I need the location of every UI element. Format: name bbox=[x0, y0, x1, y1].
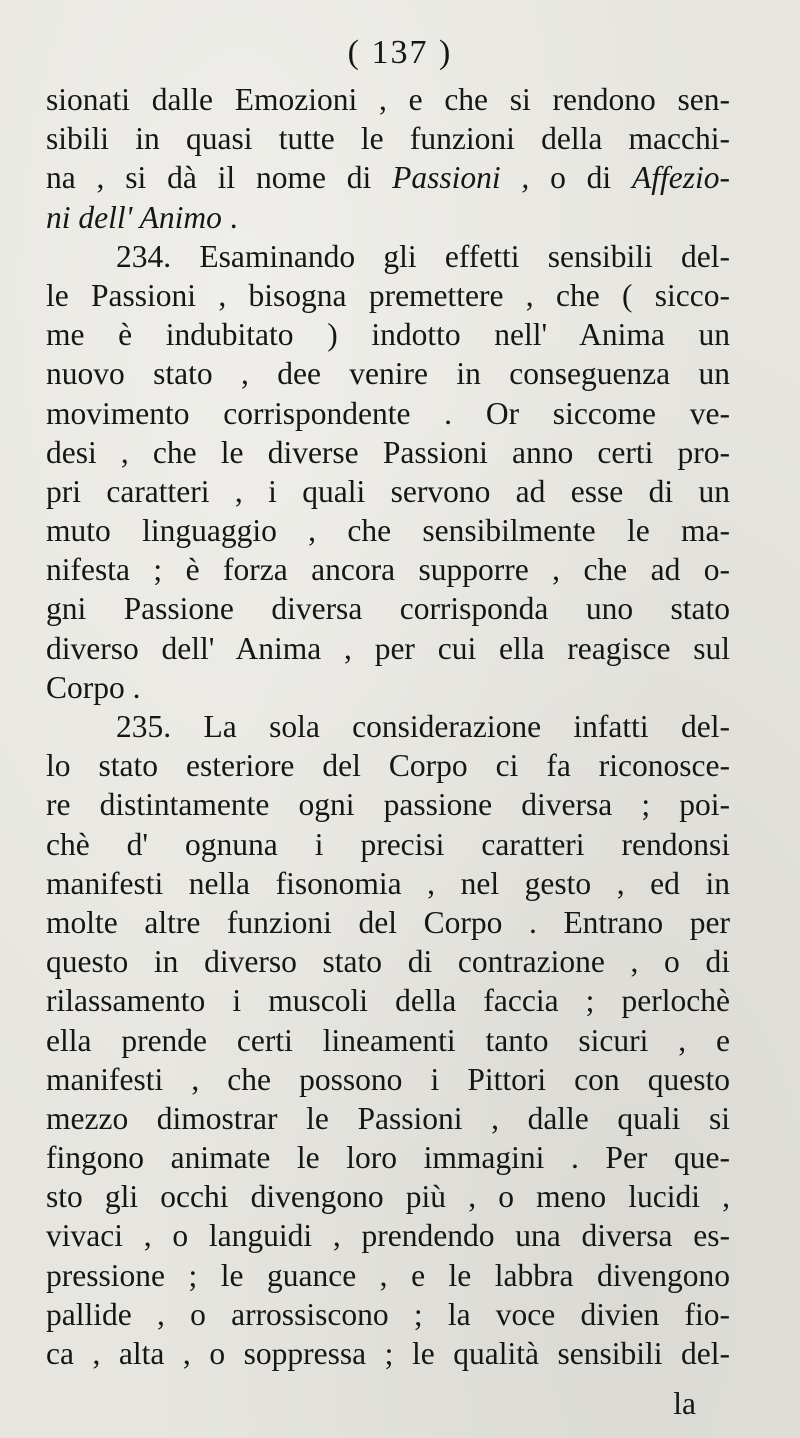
text-line: ca , alta , o soppressa ; le qualità sensibili del- bbox=[46, 1336, 730, 1371]
text-line: movimento corrispondente . Or siccome ve- bbox=[46, 395, 730, 431]
text-line: nifesta ; è forza ancora supporre , che ad o- bbox=[46, 552, 730, 588]
text-line: nuovo stato , dee venire in conseguenza un bbox=[46, 356, 730, 392]
text-line: sionati dalle Emozioni , e che si rendono sen- bbox=[46, 82, 730, 117]
text-line: muto linguaggio , che sensibilmente le ma- bbox=[46, 513, 730, 549]
italic-term: ni dell' Animo bbox=[46, 199, 222, 235]
paragraph-234-start: 234. Esaminando gli effetti sensibili del- bbox=[116, 238, 730, 274]
text-line: fingono animate le loro immagini . Per que- bbox=[46, 1140, 730, 1176]
text-line: Corpo . bbox=[46, 669, 141, 705]
text-line: le Passioni , bisogna premettere , che ( sicco- bbox=[46, 277, 730, 313]
text-line: pressione ; le guance , e le labbra divengono bbox=[46, 1257, 730, 1293]
text-line: sibili in quasi tutte le funzioni della macchi- bbox=[46, 121, 730, 157]
paragraph-235-start: 235. La sola considerazione infatti del- bbox=[116, 709, 730, 744]
text-line: diverso dell' Anima , per cui ella reagisce sul bbox=[46, 630, 730, 666]
page-number: ( 137 ) bbox=[347, 34, 453, 71]
text-line: vivaci , o languidi , prendendo una diversa es- bbox=[46, 1218, 730, 1254]
text-line: rilassamento i muscoli della faccia ; perlochè bbox=[46, 983, 730, 1019]
text-line: chè d' ognuna i precisi caratteri rendonsi bbox=[46, 826, 730, 862]
text-line: ella prende certi lineamenti tanto sicuri , e bbox=[46, 1022, 730, 1058]
text-line: manifesti , che possono i Pittori con questo bbox=[46, 1061, 730, 1097]
text-line: ni dell' Animo . bbox=[46, 199, 238, 235]
italic-term: Affezio- bbox=[632, 160, 730, 196]
text-line: lo stato esteriore del Corpo ci fa riconosce- bbox=[46, 748, 730, 784]
text-line: manifesti nella fisonomia , nel gesto , ed in bbox=[46, 865, 730, 901]
italic-term: Passioni , bbox=[392, 160, 530, 196]
text-line: questo in diverso stato di contrazione , o di bbox=[46, 944, 730, 980]
catchword: la bbox=[673, 1386, 696, 1421]
body-text bbox=[46, 80, 730, 1373]
text-line: me è indubitato ) indotto nell' Anima un bbox=[46, 317, 730, 353]
text-line: pri caratteri , i quali servono ad esse di un bbox=[46, 473, 730, 509]
text-line: re distintamente ogni passione diversa ; poi- bbox=[46, 787, 730, 823]
text-line: na , si dà il nome di Passioni , o di Affezio- bbox=[46, 160, 730, 196]
text-line: pallide , o arrossiscono ; la voce divien fio- bbox=[46, 1296, 730, 1332]
text-line: sto gli occhi divengono più , o meno lucidi , bbox=[46, 1179, 730, 1215]
text-line: mezzo dimostrar le Passioni , dalle quali si bbox=[46, 1100, 730, 1136]
text-line: molte altre funzioni del Corpo . Entrano per bbox=[46, 904, 730, 940]
text-line: desi , che le diverse Passioni anno certi pro- bbox=[46, 434, 730, 470]
text-line: gni Passione diversa corrisponda uno stato bbox=[46, 591, 730, 627]
